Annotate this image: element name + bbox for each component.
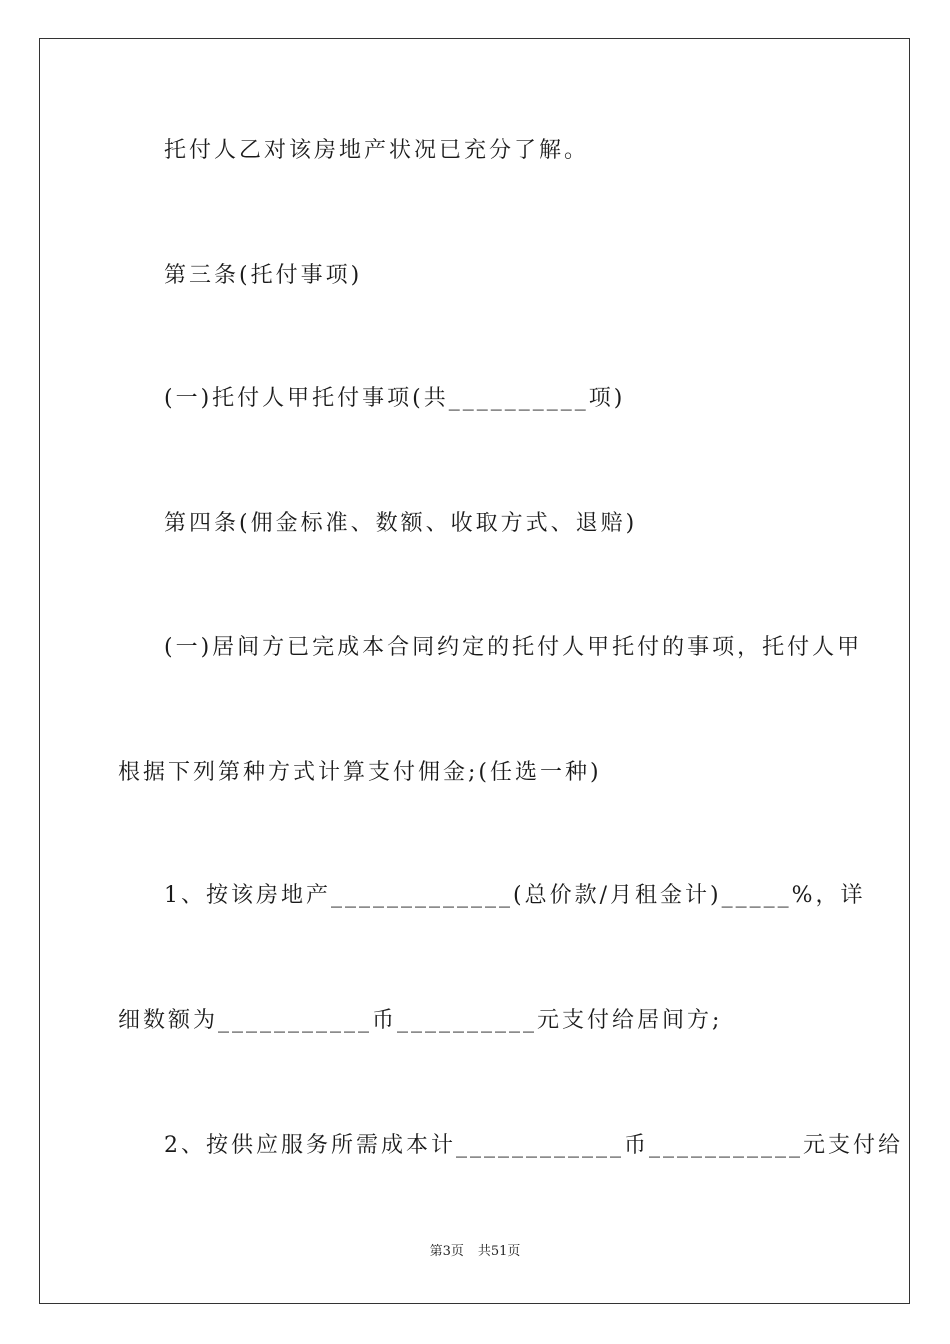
- text-line-9: 2、按供应服务所需成本计____________币___________元支付给: [164, 1133, 903, 1158]
- page-number: 第3页: [429, 1244, 464, 1259]
- text-line-3: (一)托付人甲托付事项(共__________项): [164, 386, 626, 411]
- article-3-heading: 第三条(托付事项): [164, 263, 363, 288]
- page-border: [39, 38, 910, 1304]
- text-line-1: 托付人乙对该房地产状况已充分了解。: [164, 138, 590, 163]
- text-line-8: 细数额为___________币__________元支付给居间方;: [118, 1008, 723, 1033]
- text-line-5: (一)居间方已完成本合同约定的托付人甲托付的事项，托付人甲: [164, 635, 863, 660]
- article-4-heading: 第四条(佣金标准、数额、收取方式、退赔): [164, 511, 638, 536]
- text-line-6: 根据下列第种方式计算支付佣金;(任选一种): [118, 760, 602, 785]
- page-total: 共51页: [477, 1244, 521, 1259]
- page-footer: [0, 1243, 950, 1261]
- text-line-7: 1、按该房地产_____________(总价款/月租金计)_____%，详: [164, 883, 866, 908]
